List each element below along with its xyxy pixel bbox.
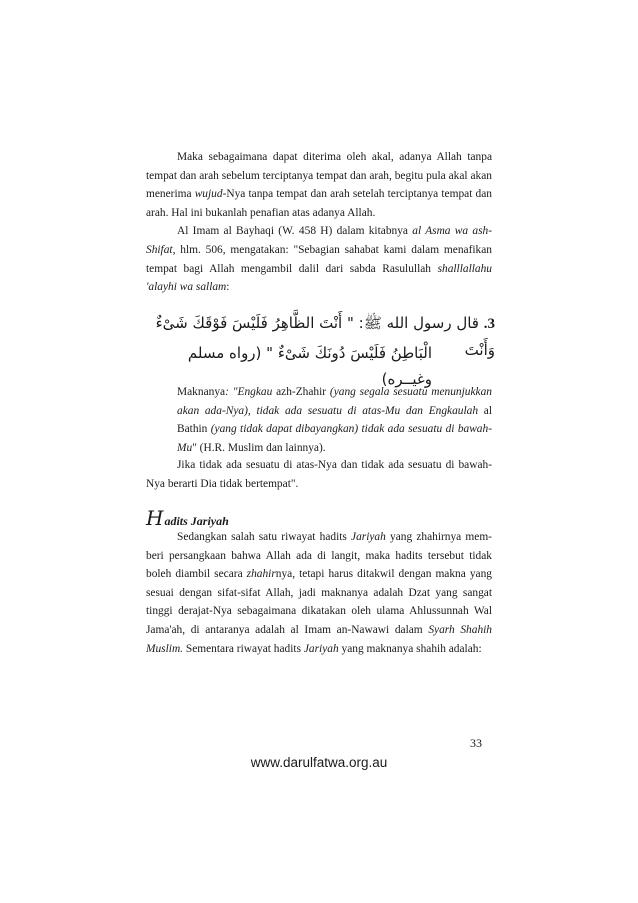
meaning-i1: Engkau: [237, 386, 273, 398]
meaning-q1: : ": [225, 386, 238, 398]
paragraph-3: Jika tidak ada sesuatu di atas-Nya dan tidak ada sesuatu di bawah-Nya berarti Dia tidak bertempat".: [146, 459, 492, 490]
para4-e: yang maknanya shahih adalah:: [338, 642, 482, 655]
meaning-t2: al Bathin: [177, 404, 492, 436]
meaning-t3: " (H.R. Muslim dan lainnya).: [192, 441, 326, 454]
para4-i1: Jariyah: [351, 531, 386, 543]
footer-url[interactable]: www.darulfatwa.org.au: [250, 755, 388, 770]
meaning-block: [177, 383, 492, 457]
intro-block: [146, 148, 492, 297]
para4-c: nya, tetapi harus ditakwil dengan makna yang sesuai dengan sifat-sifat Allah, jadi maknanya adalah Dzat yang sangat tinggi derajat-Nya sebagaimana dikatakan oleh ulama Ahlussunnah Wal Jama'ah, di antaranya adalah al Imam an-Nawawi dalam: [146, 568, 492, 636]
paragraph-1: [146, 148, 492, 222]
paragraph-2: [146, 222, 492, 296]
hadith-number: 3.: [483, 316, 495, 332]
hadith-line-1-text: قال رسول الله ﷺ: " أَنْتَ الظَّاهِرُ فَلَيْسَ فَوْقَكَ شَىْءٌ وَأَنْتَ: [155, 314, 495, 359]
para2-a: Al Imam al Bayhaqi (W. 458 H) dalam kitabnya: [177, 225, 413, 238]
meaning-label: Maknanya: [177, 386, 226, 398]
para2-end: :: [226, 281, 230, 294]
para4-d: Sementara riwayat hadits: [183, 642, 304, 655]
meaning-i2: (yang segala sesuatu menunjukkan akan ada-Nya), tidak ada sesuatu di atas-Mu dan Engkaulah: [177, 386, 492, 417]
para2-b: hlm. 506, mengatakan: "Sebagian sahabat kami dalam menafikan tempat bagi Allah mengambil dalil dari sabda Rasulullah: [146, 243, 492, 275]
para4-block: [146, 528, 492, 658]
meaning-t1: azh-Zhahir: [272, 386, 330, 398]
meaning-paragraph: [177, 383, 492, 457]
para4-i2: zhahir: [246, 568, 276, 581]
para4-i4: Jariyah: [303, 642, 339, 655]
para1-text: Maka sebagaimana dapat diterima oleh akal, adanya Allah tanpa tempat dan arah sebelum terciptanya tempat dan arah, begitu pula akal akan menerima: [146, 151, 492, 201]
para4-i3: Syarh Shahih Muslim.: [146, 623, 492, 655]
heading-text: adits Jariyah: [164, 514, 229, 528]
page-number: 33: [470, 736, 482, 750]
heading-drop-cap: H: [146, 506, 164, 530]
meaning-i3: (yang tidak dapat dibayangkan) tidak ada sesuatu di bawah-Mu: [177, 423, 492, 454]
para4-b: yang zhahirnya mem-beri persangkaan bahwa Allah ada di langit, maka hadits tersebut tidak boleh diambil secara: [146, 531, 492, 581]
para1-italic: wujud: [194, 188, 223, 201]
paragraph-4: [146, 528, 492, 658]
para4-a: Sedangkan salah satu riwayat hadits: [177, 531, 352, 543]
para1-rest: -Nya tanpa tempat dan arah setelah terciptanya tempat dan arah. Hal ini bukanlah penafian atas adanya Allah.: [146, 188, 492, 219]
section-heading: [146, 506, 492, 530]
para2-italic: shalllallahu 'alayhi wa sallam: [146, 262, 492, 294]
para3-block: [146, 456, 492, 493]
para2-book: al Asma wa ash-Shifat,: [146, 225, 492, 256]
hadith-line-2-text: الْبَاطِنُ فَلَيْسَ دُونَكَ شَىْءٌ " (رواه مسلم وغيــره): [187, 344, 432, 388]
